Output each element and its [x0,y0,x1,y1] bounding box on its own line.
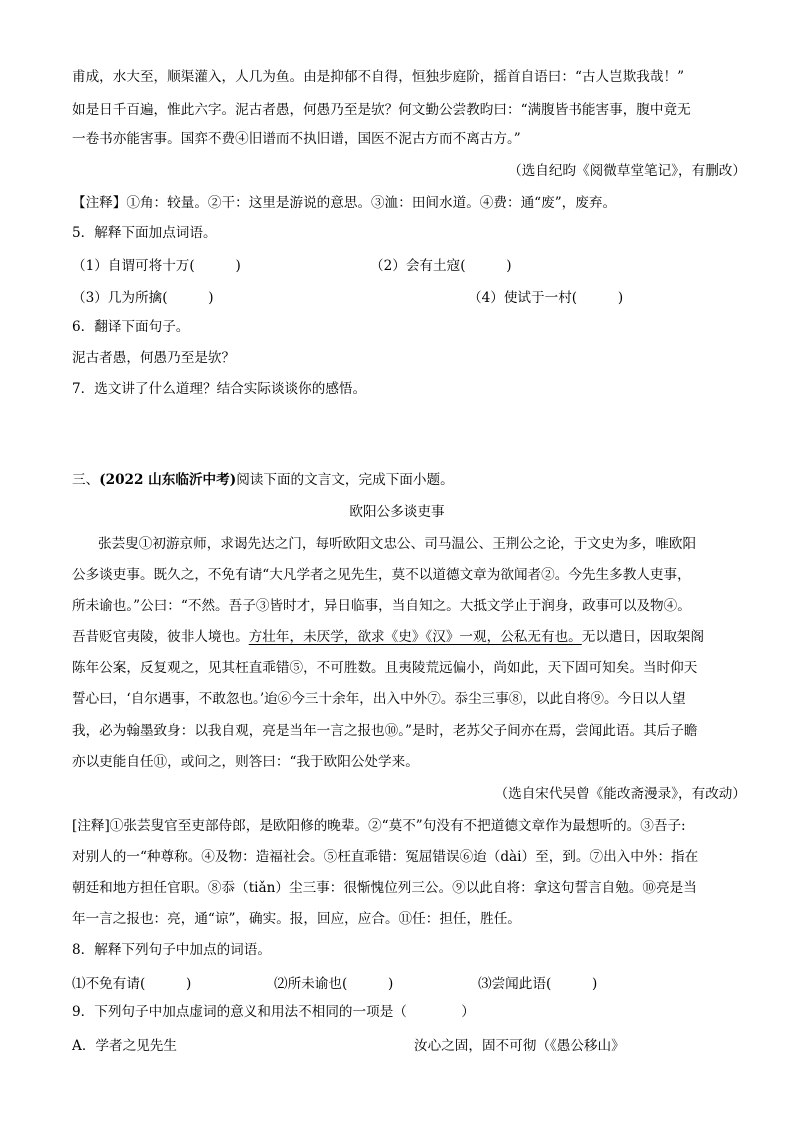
question-5-item-1: （1）自谓可将十万( ) [72,258,241,274]
passage2-source: （选自宋代吴曾《能改斋漫录》，有改动） [494,786,746,802]
passage2-notes-line-3: 朝廷和地方担任官职。⑧忝（tiǎn）尘三事：很惭愧位列三公。⑨以此自将：拿这句誓言自勉。⑩亮是当 [72,880,697,896]
passage2-notes-line-1: [注释]①张芸叟官至吏部侍郎，是欧阳修的晚辈。②“莫不”句没有不把道德文章作为最想听的。③吾子: [72,818,686,834]
question-8-item-2: ⑵所未谕也( ) [274,976,394,992]
section-3-header [72,471,454,490]
passage1-source: （选自纪昀《阅微草堂笔记》，有删改） [508,163,746,179]
question-5-item-4: （4）使试于一村( ) [468,290,624,306]
passage1-line-3: 一卷书亦能害事。国弈不费④旧谱而不执旧谱，国医不泥古方而不离古方。” [72,131,521,147]
question-5-item-2: （2）会有土寇( ) [370,258,512,274]
question-5-stem: 5．解释下面加点词语。 [72,225,217,241]
passage2-line-5: 陈年公案，反复观之，见其枉直乖错⑤，不可胜数。且夷陵荒远偏小，尚如此，天下固可知矣。当时仰天 [72,660,698,676]
question-9-stem: 9．下列句子中加点虚词的意义和用法不相同的一项是（ ） [72,1004,475,1020]
passage2-notes-line-2: 对别人的一“种尊称。④及物：造福社会。⑤枉直乖错：冤屈错误⑥迨（dài）至，到。⑦出入中外：指在 [72,849,699,865]
passage1-notes: 【注释】①角：较量。②干：这里是游说的意思。③洫：田间水道。④费：通“废”，废弃。 [72,195,617,211]
passage2-line-7: 我，必为翰墨致身：以我自观，亮是当年一言之报也⑩。”是时，老苏父子间亦在焉，尝闻此语。其后子瞻 [72,723,698,739]
question-9-option-a-left: A．学者之见先生 [72,1038,177,1054]
passage1-line-1: 甫成，水大至，顺渠灌入，人几为鱼。由是抑郁不自得，恒独步庭阶，摇首自语曰：“古人岂欺我哉！” [72,69,685,85]
question-6-sentence: 泥古者愚，何愚乃至是欤？ [72,350,236,366]
passage2-line-3: 所未谕也。”公曰：“不然。吾子③皆时才，异日临事，当自知之。大抵文学止于润身，政事可以及物④。 [72,598,691,614]
passage1-line-2: 如是日千百遍，惟此六字。泥古者愚，何愚乃至是欤？何文勤公尝教昀曰：“满腹皆书能害事，腹中竟无 [72,102,691,118]
passage2-line-2: 公多谈吏事。既久之，不免有请“大凡学者之见先生，莫不以道德文章为欲闻者②。今先生多教人吏事， [72,567,691,583]
passage2-underlined-sentence: 方壮年，未厌学，欲求《史》《汉》一观，公私无有也。 [248,629,582,645]
section-3-instruction: 阅读下面的文言文，完成下面小题。 [236,472,454,488]
passage2-line-6: 誓心曰，‘自尔遇事，不敢忽也。’迨⑥今三十余年，出入中外⑦。忝尘三事⑧，以此自将⑨。今日以人望 [72,691,686,707]
passage2-notes-line-4: 年一言之报也：亮，通“谅”，确实。报，回应，应合。⑪任：担任，胜任。 [72,911,521,927]
question-8-item-3: ⑶尝闻此语( ) [478,976,598,992]
passage2-line-8: 亦以吏能自任⑪，或问之，则答曰：“我于欧阳公处学来。 [72,754,419,770]
passage2-line-4-end: 无以遣日，因取架阁 [581,629,705,645]
question-6-stem: 6．翻译下面句子。 [72,319,190,335]
section-3-prefix: 三、 [72,472,100,488]
passage2-line-4-start: 吾昔贬官夷陵，彼非人境也。 [72,629,249,645]
passage2-line-1: 张芸叟①初游京师，求谒先达之门，每听欧阳文忠公、司马温公、王荆公之论，于文史为多，唯欧阳 [98,536,697,552]
passage2-line-4 [72,628,704,647]
passage-2-title: 欧阳公多谈吏事 [349,504,445,520]
question-8-item-1: ⑴不免有请( ) [72,976,192,992]
question-7-stem: 7．选文讲了什么道理？结合实际谈谈你的感悟。 [72,381,367,397]
question-8-stem: 8．解释下列句子中加点的词语。 [72,942,271,958]
question-5-item-3: （3）几为所擒( ) [72,290,214,306]
question-9-option-a-right: 汝心之固，固不可彻（《愚公移山》 [414,1038,625,1054]
section-3-exam-tag: (2022 山东临沂中考) [99,472,237,488]
